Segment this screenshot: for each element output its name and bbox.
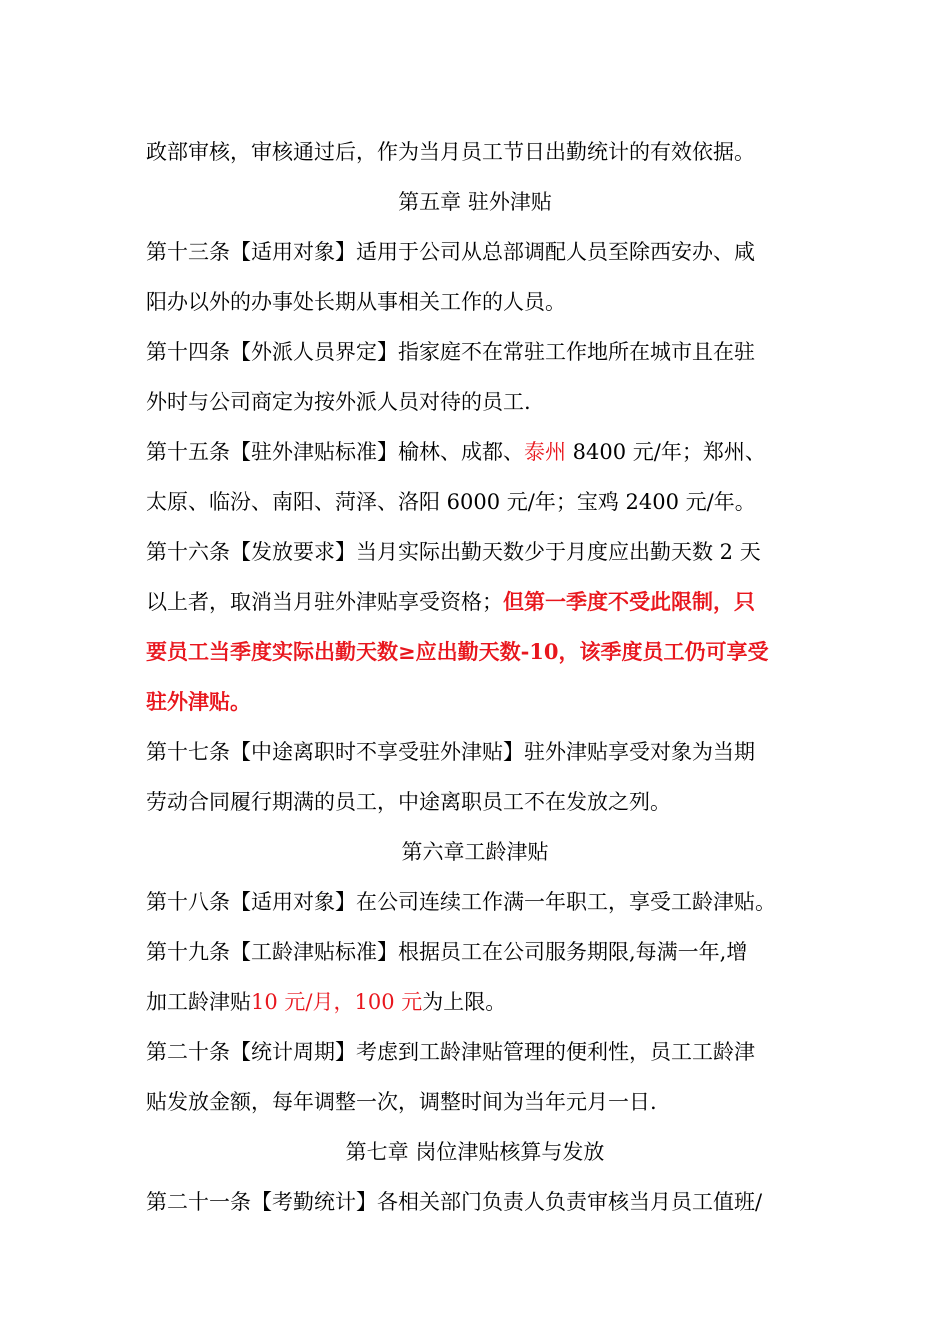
chapter-heading: 第七章 岗位津贴核算与发放 (345, 1140, 605, 1164)
article-18-line-1: 第十八条【适用对象】在公司连续工作满一年职工，享受工龄津贴。 (146, 890, 776, 914)
article-20-line-1: 第二十条【统计周期】考虑到工龄津贴管理的便利性，员工工龄津 (146, 1040, 755, 1064)
chapter-heading: 第五章 驻外津贴 (398, 190, 552, 214)
article-16-line-4: 驻外津贴。 (146, 689, 251, 714)
article-14-line-1: 第十四条【外派人员界定】指家庭不在常驻工作地所在城市且在驻 (146, 340, 755, 364)
article-15-line-1 (146, 437, 826, 467)
highlight-city: 泰州 (524, 440, 566, 464)
article-14-line-2: 外时与公司商定为按外派人员对待的员工. (146, 390, 531, 414)
article-15-line-2: 太原、临汾、南阳、菏泽、洛阳 6000 元/年；宝鸡 2400 元/年。 (146, 490, 756, 514)
article-20-line-2: 贴发放金额，每年调整一次，调整时间为当年元月一日. (146, 1090, 657, 1114)
paragraph-line: 政部审核，审核通过后，作为当月员工节日出勤统计的有效依据。 (146, 140, 755, 164)
article-16-line-3: 要员工当季度实际出勤天数≥应出勤天数-10，该季度员工仍可享受 (146, 639, 769, 664)
article-19-tail: 为上限。 (422, 990, 507, 1014)
article-21-line-1: 第二十一条【考勤统计】各相关部门负责人负责审核当月员工值班/ (146, 1190, 763, 1214)
article-13-line-2: 阳办以外的办事处长期从事相关工作的人员。 (146, 290, 566, 314)
article-15-text: 第十五条【驻外津贴标准】榆林、成都、 (146, 440, 524, 464)
article-19-line-1: 第十九条【工龄津贴标准】根据员工在公司服务期限,每满一年,增 (146, 940, 748, 964)
article-16-text: 以上者，取消当月驻外津贴享受资格； (146, 590, 503, 614)
article-17-line-2: 劳动合同履行期满的员工，中途离职员工不在发放之列。 (146, 790, 671, 814)
article-16-line-2 (146, 587, 826, 617)
article-13-line-1: 第十三条【适用对象】适用于公司从总部调配人员至除西安办、咸 (146, 240, 755, 264)
article-19-line-2 (146, 987, 826, 1017)
article-19-text: 加工龄津贴 (146, 990, 251, 1014)
article-16-line-1: 第十六条【发放要求】当月实际出勤天数少于月度应出勤天数 2 天 (146, 540, 761, 564)
highlight-exception: 但第一季度不受此限制，只 (503, 589, 755, 614)
chapter-heading: 第六章工龄津贴 (401, 840, 549, 864)
article-15-amount: 8400 元/年；郑州、 (566, 440, 766, 464)
highlight-amount: 10 元/月，100 元 (251, 990, 423, 1014)
article-17-line-1: 第十七条【中途离职时不享受驻外津贴】驻外津贴享受对象为当期 (146, 740, 755, 764)
